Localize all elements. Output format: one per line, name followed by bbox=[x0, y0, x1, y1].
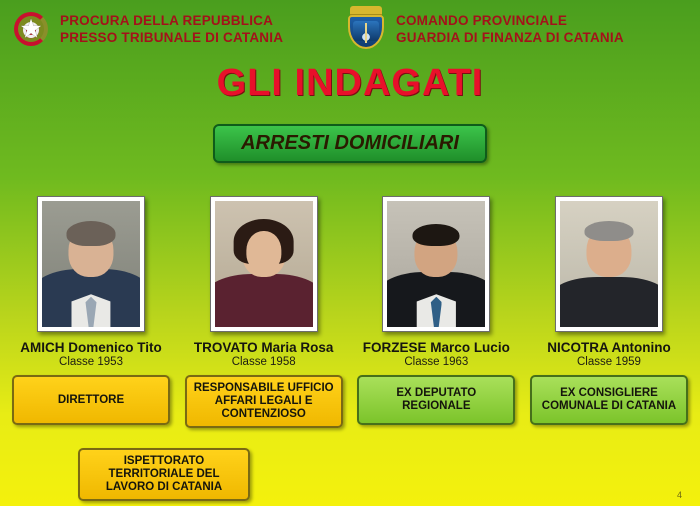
header-left-group bbox=[10, 8, 340, 50]
role-badge: EX DEPUTATO REGIONALE bbox=[357, 375, 515, 425]
portrait-photo bbox=[215, 201, 313, 327]
procura-line-2: PRESSO TRIBUNALE DI CATANIA bbox=[60, 30, 284, 45]
person-birth-year: Classe 1959 bbox=[577, 356, 641, 368]
subtitle-banner: ARRESTI DOMICILIARI bbox=[213, 124, 487, 163]
comando-line-2: GUARDIA DI FINANZA DI CATANIA bbox=[396, 30, 624, 45]
page-title: GLI INDAGATI bbox=[216, 62, 484, 104]
role-badge: EX CONSIGLIERE COMUNALE DI CATANIA bbox=[530, 375, 688, 425]
header bbox=[0, 0, 700, 58]
secondary-role-badge: ISPETTORATO TERRITORIALE DEL LAVORO DI CATANIA bbox=[78, 448, 250, 501]
procura-line-1: PROCURA DELLA REPUBBLICA bbox=[60, 13, 274, 28]
person-birth-year: Classe 1953 bbox=[59, 356, 123, 368]
roles-row bbox=[8, 375, 692, 428]
person-card bbox=[8, 196, 174, 368]
role-badge: RESPONSABILE UFFICIO AFFARI LEGALI E CONTENZIOSO bbox=[185, 375, 343, 428]
person-card bbox=[526, 196, 692, 368]
portrait-photo bbox=[560, 201, 658, 327]
guardia-di-finanza-crest-icon bbox=[344, 6, 388, 52]
subtitle-banner-wrap bbox=[0, 124, 700, 163]
role-col bbox=[353, 375, 519, 425]
photo-frame bbox=[37, 196, 145, 332]
role-col bbox=[526, 375, 692, 425]
secondary-role-wrap bbox=[78, 448, 250, 501]
person-card bbox=[353, 196, 519, 368]
header-right-group bbox=[344, 6, 684, 52]
photo-frame bbox=[210, 196, 318, 332]
role-col bbox=[181, 375, 347, 428]
person-birth-year: Classe 1958 bbox=[231, 356, 296, 368]
page-number: 4 bbox=[676, 490, 682, 500]
person-birth-year: Classe 1963 bbox=[404, 356, 469, 368]
people-row bbox=[8, 196, 692, 368]
portrait-photo bbox=[42, 201, 140, 327]
italian-republic-emblem-icon: ★ bbox=[10, 8, 52, 50]
person-name: AMICH Domenico Tito bbox=[20, 340, 162, 355]
person-card bbox=[181, 196, 347, 368]
person-name: TROVATO Maria Rosa bbox=[193, 340, 334, 355]
photo-frame bbox=[382, 196, 490, 332]
role-col bbox=[8, 375, 174, 425]
portrait-photo bbox=[387, 201, 485, 327]
person-name: NICOTRA Antonino bbox=[547, 340, 671, 355]
role-badge: DIRETTORE bbox=[12, 375, 170, 425]
photo-frame bbox=[555, 196, 663, 332]
person-name: FORZESE Marco Lucio bbox=[362, 340, 510, 355]
comando-heading bbox=[396, 12, 624, 46]
comando-line-1: COMANDO PROVINCIALE bbox=[396, 13, 568, 28]
procura-heading bbox=[60, 12, 283, 46]
